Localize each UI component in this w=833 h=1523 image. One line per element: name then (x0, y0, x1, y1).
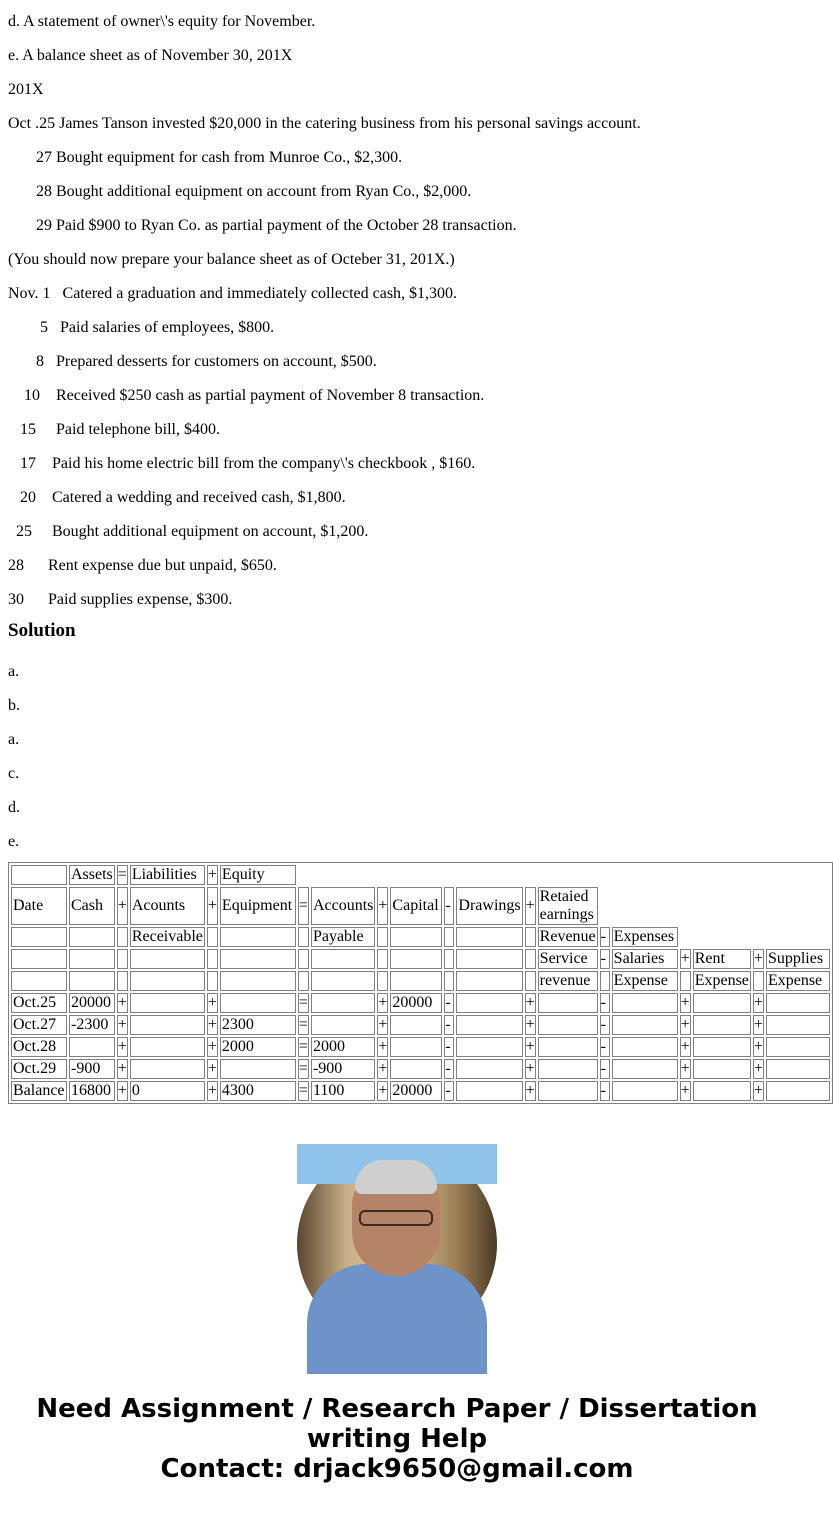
operator-cell: + (525, 1060, 535, 1077)
table-cell: Balance (11, 1081, 67, 1101)
table-cell (456, 993, 522, 1013)
table-cell (693, 1037, 751, 1057)
operator-cell: + (378, 994, 388, 1011)
operator-cell: = (298, 1082, 308, 1099)
operator-cell: + (753, 994, 763, 1011)
operator-cell (207, 927, 218, 947)
table-cell (311, 949, 375, 969)
operator-cell: - (444, 1037, 454, 1057)
operator-cell: + (117, 1038, 127, 1055)
table-cell (220, 971, 296, 991)
problem-line: 27 Bought equipment for cash from Munroe Co., $2,300. (8, 149, 403, 166)
table-cell: Capital (390, 887, 442, 925)
operator-cell (444, 949, 454, 969)
operator-cell: + (680, 1082, 690, 1099)
operator-cell (298, 971, 309, 991)
table-cell: Receivable (131, 928, 203, 945)
operator-cell (444, 927, 454, 947)
problem-line: 201X (8, 81, 44, 98)
table-cell: 20000 (69, 993, 115, 1013)
table-cell (390, 1059, 442, 1079)
table-cell (220, 1059, 296, 1079)
table-cell (693, 1059, 751, 1079)
operator-cell: - (600, 1015, 610, 1035)
table-cell: 2300 (220, 1015, 296, 1035)
operator-cell: = (298, 887, 309, 925)
table-cell: Revenue (538, 927, 598, 947)
table-cell: Accounts (311, 887, 375, 925)
operator-cell: = (298, 994, 308, 1011)
solution-item: c. (8, 765, 20, 782)
operator-cell (117, 971, 128, 991)
table-cell: Assets (71, 866, 113, 883)
problem-line: 17 Paid his home electric bill from the company\'s checkbook , $160. (8, 455, 476, 472)
solution-item: d. (8, 799, 20, 816)
problem-line: 15 Paid telephone bill, $400. (8, 421, 220, 438)
table-cell (456, 971, 522, 991)
operator-cell: + (117, 1060, 127, 1077)
operator-cell: + (753, 1016, 763, 1033)
table-cell (69, 1037, 115, 1057)
table-cell: Rent (693, 949, 751, 969)
table-cell (220, 949, 296, 969)
accounting-equation-table (8, 862, 833, 1104)
operator-cell: + (680, 950, 690, 967)
table-row (11, 865, 830, 885)
table-cell: Expense (612, 971, 678, 991)
accounting-equation-table-wrap (8, 862, 824, 1104)
operator-cell: + (378, 1016, 388, 1033)
problem-line: 30 Paid supplies expense, $300. (8, 591, 233, 608)
operator-cell: + (753, 1060, 763, 1077)
table-cell (11, 927, 67, 947)
table-cell: -900 (311, 1059, 375, 1079)
table-cell (311, 1015, 375, 1035)
table-cell: -2300 (69, 1015, 115, 1035)
solution-heading: Solution (8, 620, 76, 641)
author-photo-wrap (0, 1144, 794, 1344)
table-cell: Oct.27 (11, 1015, 67, 1035)
operator-cell: + (117, 1016, 127, 1033)
problem-line: Oct .25 James Tanson invested $20,000 in the catering business from his personal savings account. (8, 115, 641, 132)
table-cell (311, 993, 375, 1013)
solution-item: b. (8, 697, 20, 714)
problem-line: Nov. 1 Catered a graduation and immediately collected cash, $1,300. (8, 285, 458, 302)
table-cell (130, 1037, 205, 1057)
table-cell: Equity (220, 865, 296, 885)
problem-line: 8 Prepared desserts for customers on account, $500. (8, 353, 377, 370)
table-row (11, 1081, 830, 1101)
table-row (11, 887, 830, 925)
table-cell (311, 971, 375, 991)
table-cell: Oct.29 (11, 1059, 67, 1079)
operator-cell: + (680, 994, 690, 1011)
table-cell: 20000 (390, 993, 442, 1013)
operator-cell (207, 971, 218, 991)
operator-cell: + (753, 1082, 763, 1099)
table-cell (130, 993, 205, 1013)
table-cell (612, 993, 678, 1013)
table-cell (612, 1081, 678, 1101)
table-cell: Oct.25 (11, 993, 67, 1013)
table-cell (130, 1059, 205, 1079)
operator-cell: + (680, 1038, 690, 1055)
operator-cell: + (207, 1016, 217, 1033)
operator-cell: + (378, 1082, 388, 1099)
table-cell (456, 1081, 522, 1101)
table-cell (693, 993, 751, 1013)
operator-cell (117, 927, 128, 947)
problem-line: 25 Bought additional equipment on account, $1,200. (8, 523, 369, 540)
table-row (11, 927, 830, 947)
table-cell: Cash (69, 887, 115, 925)
problem-line: (You should now prepare your balance sheet as of Octeber 31, 201X.) (8, 251, 455, 268)
operator-cell: = (298, 1016, 308, 1033)
table-cell (130, 971, 205, 991)
table-cell: 2000 (220, 1037, 296, 1057)
table-row (11, 1037, 830, 1057)
problem-line: 28 Bought additional equipment on account from Ryan Co., $2,000. (8, 183, 472, 200)
problem-line: 28 Rent expense due but unpaid, $650. (8, 557, 277, 574)
table-cell (390, 971, 442, 991)
operator-cell: - (444, 993, 454, 1013)
problem-line: 5 Paid salaries of employees, $800. (8, 319, 275, 336)
table-cell (11, 971, 67, 991)
table-cell (390, 949, 442, 969)
operator-cell: + (207, 1038, 217, 1055)
table-cell: -900 (69, 1059, 115, 1079)
table-cell (538, 993, 598, 1013)
table-cell (390, 1015, 442, 1035)
operator-cell: + (525, 1038, 535, 1055)
operator-cell (525, 927, 536, 947)
promo-line: Need Assignment / Research Paper / Dissertation writing Help (36, 1394, 758, 1454)
table-cell: 16800 (69, 1081, 115, 1101)
table-cell: Supplies (766, 949, 830, 969)
table-cell (612, 1037, 678, 1057)
problem-line: 10 Received $250 cash as partial payment of November 8 transaction. (8, 387, 485, 404)
operator-cell (298, 949, 309, 969)
operator-cell: + (207, 866, 217, 883)
operator-cell: + (525, 1016, 535, 1033)
problem-line: d. A statement of owner\'s equity for November. (8, 13, 316, 30)
operator-cell (298, 927, 309, 947)
operator-cell (377, 949, 388, 969)
solution-item: a. (8, 663, 20, 680)
operator-cell: - (600, 1059, 610, 1079)
table-cell: 4300 (220, 1081, 296, 1101)
table-cell (766, 1015, 830, 1035)
operator-cell (377, 971, 388, 991)
operator-cell: - (444, 1015, 454, 1035)
table-cell (693, 1015, 751, 1035)
table-cell: 1100 (311, 1081, 375, 1101)
operator-cell (444, 971, 454, 991)
operator-cell: - (444, 1081, 454, 1101)
table-cell (766, 1037, 830, 1057)
table-cell (390, 1037, 442, 1057)
operator-cell: + (207, 1060, 217, 1077)
operator-cell (525, 971, 536, 991)
table-cell: Service (538, 949, 598, 969)
operator-cell: + (377, 887, 388, 925)
operator-cell: - (444, 1059, 454, 1079)
table-cell: Expenses (612, 927, 678, 947)
solution-item: e. (8, 833, 20, 850)
operator-cell: + (680, 1060, 690, 1077)
operator-cell: + (680, 1016, 690, 1033)
table-row (11, 971, 830, 991)
table-row (11, 1059, 830, 1079)
operator-cell: + (207, 887, 218, 925)
operator-cell: + (378, 1060, 388, 1077)
contact-line: Contact: drjack9650@gmail.com (160, 1454, 634, 1484)
table-cell (130, 1015, 205, 1035)
table-cell (69, 927, 115, 947)
operator-cell: + (207, 994, 217, 1011)
table-cell (538, 1015, 598, 1035)
table-row (11, 1015, 830, 1035)
table-cell (538, 1059, 598, 1079)
table-cell: Payable (311, 927, 375, 947)
table-cell (220, 927, 296, 947)
table-cell (130, 949, 205, 969)
table-cell: Drawings (456, 887, 522, 925)
operator-cell: - (600, 1081, 610, 1101)
table-row (11, 993, 830, 1013)
table-cell: Liabilities (130, 865, 205, 885)
table-cell: Expense (694, 972, 749, 989)
table-cell (11, 865, 67, 885)
table-cell (612, 1015, 678, 1035)
table-cell: Date (11, 887, 67, 925)
table-cell (69, 949, 115, 969)
operator-cell: = (117, 866, 127, 883)
operator-cell: + (117, 994, 127, 1011)
operator-cell: + (525, 887, 536, 925)
operator-cell (377, 927, 388, 947)
operator-cell (207, 949, 218, 969)
operator-cell: + (753, 950, 763, 967)
solution-list (8, 650, 786, 854)
problem-text (8, 0, 786, 612)
table-cell: Salaries (612, 949, 678, 969)
table-cell (390, 927, 442, 947)
operator-cell: + (207, 1082, 217, 1099)
solution-item: a. (8, 731, 20, 748)
table-cell (538, 1037, 598, 1057)
table-cell (612, 1059, 678, 1079)
operator-cell (680, 971, 691, 991)
operator-cell (600, 971, 610, 991)
operator-cell: + (378, 1038, 388, 1055)
operator-cell: + (117, 887, 128, 925)
table-cell: 20000 (390, 1081, 442, 1101)
operator-cell: - (600, 1037, 610, 1057)
table-cell: Oct.28 (11, 1037, 67, 1057)
table-cell (69, 971, 115, 991)
table-row (11, 949, 830, 969)
problem-line: 29 Paid $900 to Ryan Co. as partial payment of the October 28 transaction. (8, 217, 517, 234)
table-cell (538, 1081, 598, 1101)
table-cell: Expense (766, 971, 830, 991)
operator-cell: - (600, 993, 610, 1013)
table-cell (456, 1015, 522, 1035)
operator-cell: = (298, 1038, 308, 1055)
operator-cell: - (600, 949, 610, 969)
operator-cell: + (525, 994, 535, 1011)
table-cell: Retaied earnings (538, 887, 598, 925)
table-cell (456, 927, 522, 947)
table-cell (456, 1037, 522, 1057)
table-cell (11, 949, 67, 969)
table-cell (456, 1059, 522, 1079)
table-cell: Acounts (130, 887, 205, 925)
operator-cell: = (298, 1060, 308, 1077)
table-cell (693, 1081, 751, 1101)
operator-cell: + (525, 1082, 535, 1099)
operator-cell: + (117, 1082, 127, 1099)
table-cell: Equipment (220, 887, 296, 925)
operator-cell: - (444, 887, 454, 925)
operator-cell (525, 949, 536, 969)
operator-cell (117, 949, 128, 969)
table-cell (766, 1081, 830, 1101)
table-cell (220, 993, 296, 1013)
operator-cell: - (600, 927, 610, 947)
table-cell (766, 993, 830, 1013)
table-cell: 2000 (311, 1037, 375, 1057)
operator-cell (753, 971, 764, 991)
problem-line: e. A balance sheet as of November 30, 201X (8, 47, 293, 64)
table-cell (456, 949, 522, 969)
problem-line: 20 Catered a wedding and received cash, $1,800. (8, 489, 346, 506)
author-photo (297, 1144, 497, 1344)
table-cell: revenue (538, 971, 598, 991)
table-cell: 0 (130, 1081, 205, 1101)
operator-cell: + (753, 1038, 763, 1055)
table-cell (766, 1059, 830, 1079)
promo-footer (0, 1394, 794, 1484)
